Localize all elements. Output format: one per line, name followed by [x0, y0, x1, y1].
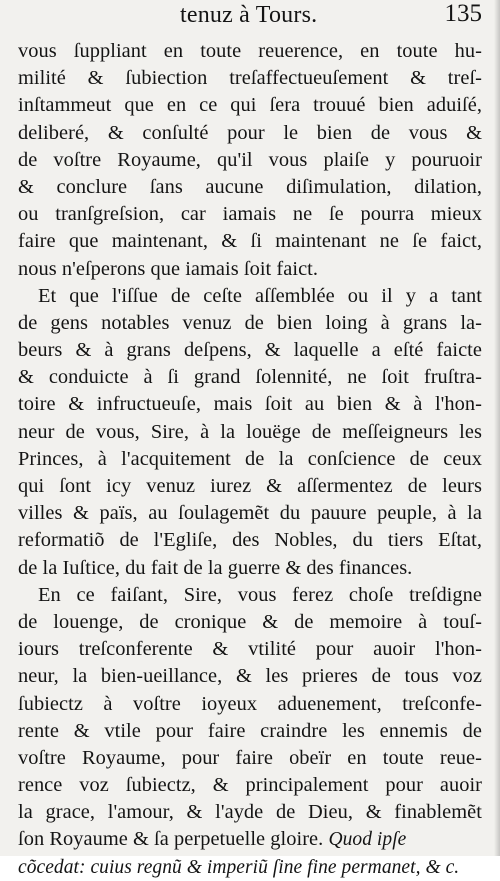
text-line: milité & ſubiection treſaffectueuſement & treſ-: [18, 67, 482, 90]
text-line: vous ſuppliant en toute reuerence, en toute hu-: [18, 40, 482, 62]
text-line: neur de vous, Sire, à la louëge de meſſeigneurs les: [18, 420, 482, 443]
text-line: villes & païs, au ſoulagemẽt du pauure peuple, à la: [18, 502, 482, 525]
text-line: qui ſont icy venuz iurez & aſſermentez de leurs: [18, 475, 482, 497]
text-line: beurs & à grans deſpens, & laquelle a eſté faicte: [18, 339, 482, 362]
text-line: ou tranſgreſsion, car iamais ne ſe pourra mieux: [18, 203, 482, 226]
running-head: tenuz à Tours.: [180, 2, 318, 28]
text-line-roman: ſon Royaume & ſa perpetuelle gloire.: [18, 828, 324, 851]
text-line: de louenge, de cronique & de memoire à touſ-: [18, 610, 482, 633]
text-line: reformatiõ de l'Egliſe, des Nobles, du tiers Eſtat,: [18, 529, 482, 552]
page-header: [0, 0, 500, 30]
text-line: voſtre Royaume, pour faire obeïr en toute reue-: [18, 746, 482, 769]
text-line: iours treſconferente & vtilité pour auoir l'hon-: [18, 638, 482, 661]
text-line: Princes, à l'acquitement de la conſcience de ceux: [18, 447, 482, 470]
text-line-with-latin: [18, 826, 482, 853]
text-line: ſubiectz à voſtre ioyeux aduenement, treſconfe-: [18, 692, 482, 715]
body-text: [18, 38, 482, 881]
text-line: rence voz ſubiectz, & principalement pour auoir: [18, 774, 482, 797]
text-line: toire & infructueuſe, mais ſoit au bien & à l'hon-: [18, 393, 482, 416]
latin-closing-line: cõcedat: cuius regnũ & imperiũ ſine fine permanet, & c.: [18, 856, 460, 878]
text-line: & conduicte à ſi grand ſolennité, ne ſoit fruſtra-: [18, 366, 482, 389]
text-line: de gens notables venuz de bien loing à grans la-: [18, 311, 482, 334]
text-line: de voſtre Royaume, qu'il vous plaiſe y pouruoir: [18, 148, 482, 171]
text-line: de la Iuſtice, du fait de la guerre & des finances.: [18, 556, 413, 579]
text-line: & conclure ſans aucune diſimulation, dilation,: [18, 175, 482, 198]
text-line: inſtammeut que en ce qui ſera trouué bien aduiſé,: [18, 94, 482, 117]
text-line: neur, la bien-ueillance, & les prieres de tous voz: [18, 665, 482, 688]
text-line: nous n'eſperons que iamais ſoit faict.: [18, 257, 319, 280]
page-edge-shadow: [494, 0, 500, 856]
latin-phrase: Quod ipſe: [328, 829, 407, 851]
text-line: deliberé, & conſulté pour le bien de vous &: [18, 121, 482, 144]
text-line: la grace, l'amour, & l'ayde de Dieu, & finablemẽt: [18, 801, 482, 824]
text-line: rente & vtile pour faire craindre les ennemis de: [18, 719, 482, 742]
page-number: 135: [444, 0, 482, 27]
paragraph-first-line: Et que l'iſſue de ceſte aſſemblée ou il y a tant: [38, 284, 482, 307]
paragraph-first-line: En ce faiſant, Sire, vous ferez choſe treſdigne: [38, 583, 482, 606]
text-line: faire que maintenant, & ſi maintenant ne ſe faict,: [18, 230, 482, 253]
